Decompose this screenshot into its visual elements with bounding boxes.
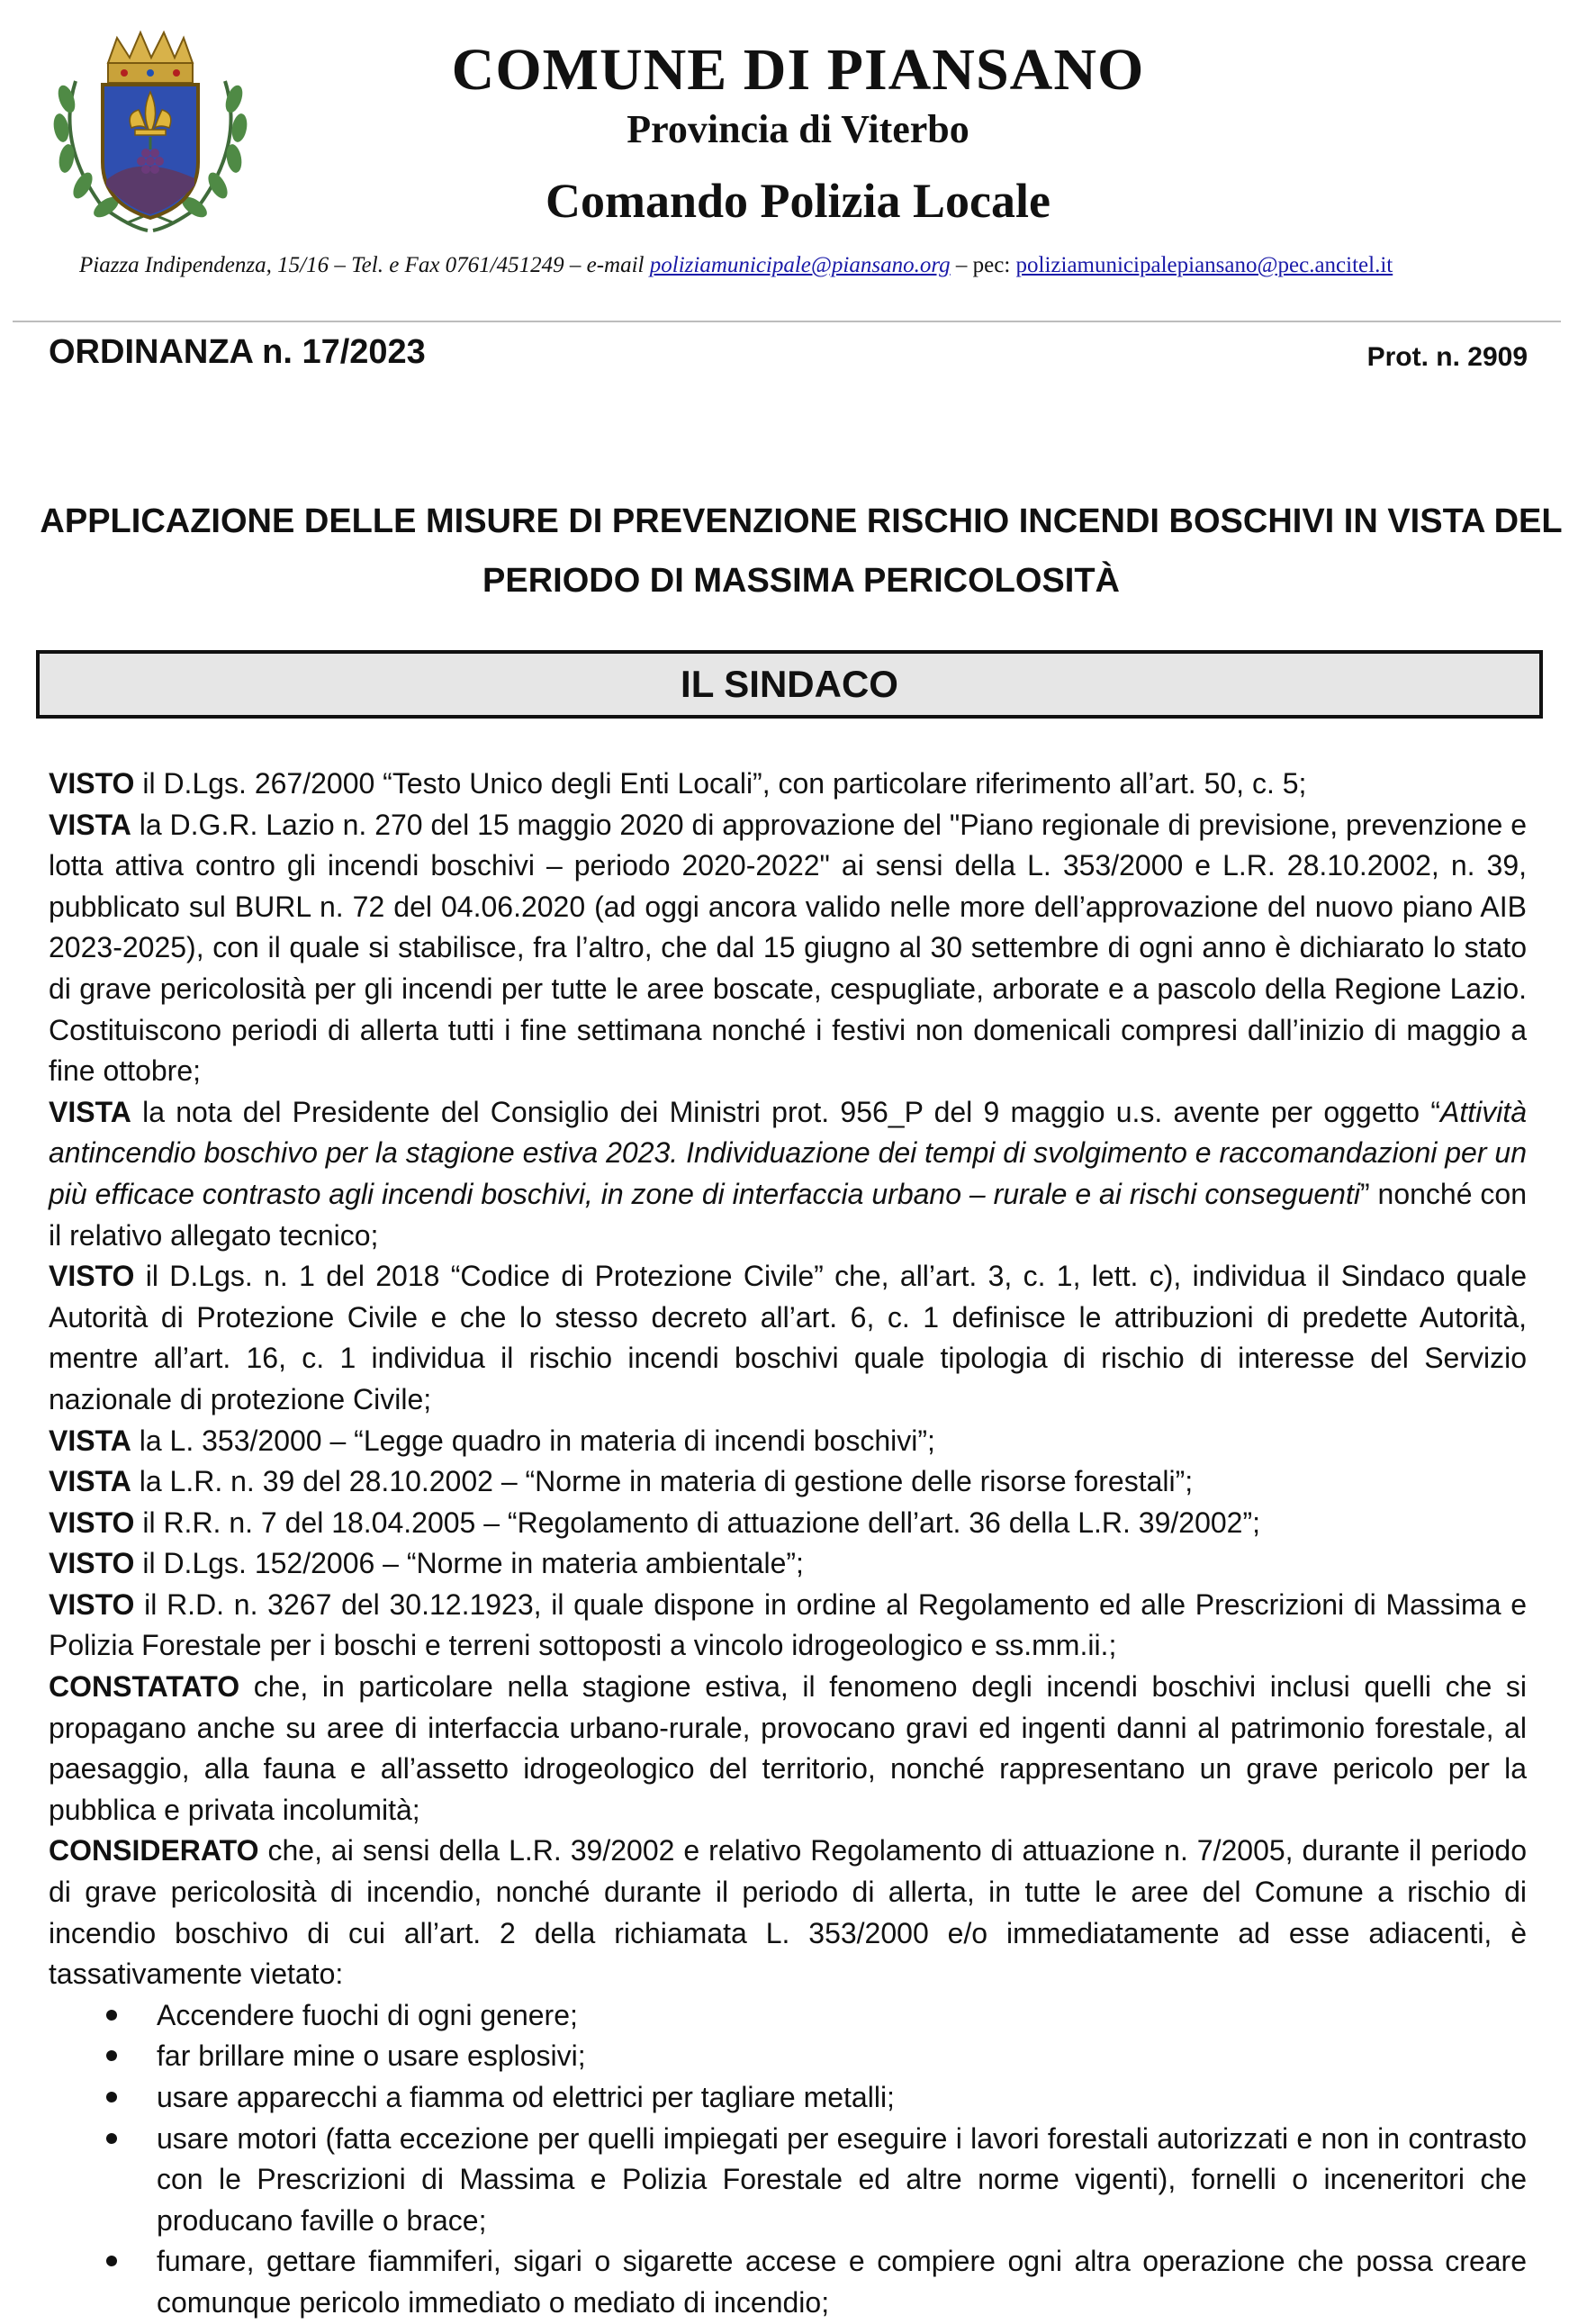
recital-text: il D.Lgs. 152/2006 – “Norme in materia ambientale”;: [134, 1547, 804, 1580]
department-title: Comando Polizia Locale: [546, 174, 1050, 228]
list-item: [49, 2119, 1527, 2242]
recital-text: il R.D. n. 3267 del 30.12.1923, il quale dispone in ordine al Regolamento ed alle Prescrizioni di Massima e Polizia Forestale per i boschi e terreni sottoposti a vincolo idrogeologico e ss.mm.ii.;: [49, 1587, 1527, 1662]
recital-text: la L.R. n. 39 del 28.10.2002 – “Norme in materia di gestione delle risorse forestali”;: [131, 1465, 1194, 1498]
bullet-icon: [106, 2010, 117, 2021]
recital-paragraph: [49, 1461, 1527, 1503]
issuer-heading: [36, 650, 1543, 719]
province-title: Provincia di Viterbo: [627, 107, 969, 151]
municipality-title: COMUNE DI PIANSANO: [451, 37, 1145, 103]
email-link[interactable]: poliziamunicipale@piansano.org: [649, 253, 951, 277]
bullet-icon: [106, 2092, 117, 2102]
ordinance-subject: [36, 492, 1566, 610]
recital-keyword: VISTO: [49, 1506, 135, 1539]
pec-link[interactable]: poliziamunicipalepiansano@pec.ancitel.it: [1015, 253, 1393, 277]
bullet-icon: [106, 2050, 117, 2061]
recital-paragraph: [49, 1256, 1527, 1420]
pec-label: – pec:: [955, 253, 1011, 277]
issuer-label: IL SINDACO: [681, 663, 898, 705]
recital-text: il R.R. n. 7 del 18.04.2005 – “Regolamento di attuazione dell’art. 36 della L.R. 39/2002”;: [134, 1506, 1260, 1539]
list-item: [49, 1995, 1527, 2037]
list-item-text: usare motori (fatta eccezione per quelli impiegati per eseguire i lavori forestali autorizzati e non in contrasto con le Prescrizioni di Massima e Polizia Forestale ed altre norme vigenti), fornelli o inceneritori che producano faville o brace;: [157, 2121, 1527, 2237]
recital-keyword: VISTO: [49, 1547, 135, 1580]
recital-text: la L. 353/2000 – “Legge quadro in materia di incendi boschivi”;: [131, 1424, 935, 1457]
bullet-icon: [106, 2256, 117, 2266]
recital-paragraph: [49, 764, 1527, 805]
recital-paragraph: [49, 1503, 1527, 1544]
recital-paragraph: [49, 1543, 1527, 1585]
ordinance-body: [49, 764, 1527, 2324]
recital-keyword: VISTA: [49, 808, 131, 841]
prohibitions-list: [49, 1995, 1527, 2324]
recital-keyword: CONSTATATO: [49, 1670, 240, 1704]
recital-text: il D.Lgs. n. 1 del 2018 “Codice di Protezione Civile” che, all’art. 3, c. 1, lett. c), individua il Sindaco quale Autorità di Protezione Civile e che lo stesso decreto all’art. 6, c. 1 definisce le attribuzioni di predette Autorità, mentre all’art. 16, c. 1 individua il rischio incendi boschivi quale tipologia di rischio di interesse del Servizio nazionale di protezione Civile;: [49, 1260, 1527, 1415]
recital-keyword: VISTA: [49, 1095, 131, 1128]
list-item: [49, 2241, 1527, 2323]
header-divider: [13, 321, 1561, 322]
recital-italic-text: Attività antincendio boschivo per la stagione estiva 2023. Individuazione dei tempi di svolgimento e raccomandazioni per un più efficace contrasto agli incendi boschivi, in zone di interfaccia urbano – rurale e ai rischi conseguenti: [49, 1095, 1527, 1210]
recital-paragraph: [49, 1831, 1527, 1994]
recital-paragraph: [49, 1585, 1527, 1667]
recital-paragraph: [49, 805, 1527, 1092]
recital-keyword: VISTA: [49, 1465, 131, 1498]
contact-line: [79, 253, 1564, 278]
recital-paragraph: [49, 1667, 1527, 1831]
recital-text: che, in particolare nella stagione estiva, il fenomeno degli incendi boschivi inclusi quelli che si propagano anche su aree di interfaccia urbano-rurale, provocano gravi ed ingenti danni al patrimonio forestale, al paesaggio, alla fauna e all’assetto idrogeologico del territorio, nonché rappresentano un grave pericolo per la pubblica e privata incolumità;: [49, 1670, 1527, 1826]
recital-paragraph: [49, 1421, 1527, 1462]
list-item-text: usare apparecchi a fiamma od elettrici per tagliare metalli;: [157, 2081, 895, 2113]
recital-keyword: CONSIDERATO: [49, 1834, 259, 1867]
list-item-text: fumare, gettare fiammiferi, sigari o sigarette accese e compiere ogni altra operazione che possa creare comunque pericolo immediato o mediato di incendio;: [157, 2245, 1527, 2319]
list-item-text: Accendere fuochi di ogni genere;: [157, 1998, 578, 2031]
list-item: [49, 2077, 1527, 2119]
recital-text: la D.G.R. Lazio n. 270 del 15 maggio 2020 di approvazione del "Piano regionale di previsione, prevenzione e lotta attiva contro gli incendi boschivi – periodo 2020-2022" ai sensi della L. 353/2000 e L.R. 28.10.2002, n. 39, pubblicato sul BURL n. 72 del 04.06.2020 (ad oggi ancora valido nelle more dell’approvazione del nuovo piano AIB 2023-2025), con il quale si stabilisce, fra l’altro, che dal 15 giugno al 30 settembre di ogni anno è dichiarato lo stato di grave pericolosità per gli incendi per tutte le aree boscate, cespugliate, arborate e a pascolo della Regione Lazio. Costituiscono periodi di allerta tutti i fine settimana nonché i festivi non domenicali compresi dall’inizio di maggio a fine ottobre;: [49, 808, 1527, 1088]
recital-text: il D.Lgs. 267/2000 “Testo Unico degli Enti Locali”, con particolare riferimento all’art. 50, c. 5;: [134, 767, 1307, 800]
recital-paragraph: [49, 1092, 1527, 1256]
bullet-icon: [106, 2133, 117, 2144]
recital-text: la nota del Presidente del Consiglio dei Ministri prot. 956_P del 9 maggio u.s. avente per oggetto “: [131, 1095, 1440, 1128]
list-item: [49, 2036, 1527, 2077]
recital-keyword: VISTO: [49, 1587, 135, 1621]
subject-line: PERIODO DI MASSIMA PERICOLOSITÀ: [482, 562, 1120, 600]
recital-text: che, ai sensi della L.R. 39/2002 e relativo Regolamento di attuazione n. 7/2005, durante il periodo di grave pericolosità di incendio, nonché durante il periodo di allerta, in tutte le aree del Comune a rischio di incendio boschivo di cui all’art. 2 della richiamata L. 353/2000 e/o immediatamente ad esse adiacenti, è tassativamente vietato:: [49, 1834, 1527, 1991]
recital-text: ” nonché con il relativo allegato tecnico;: [49, 1177, 1528, 1252]
recital-keyword: VISTO: [49, 767, 135, 800]
protocol-number: Prot. n. 2909: [1366, 342, 1528, 372]
recital-keyword: VISTA: [49, 1424, 131, 1457]
ordinance-number: ORDINANZA n. 17/2023: [49, 333, 426, 371]
list-item-text: far brillare mine o usare esplosivi;: [157, 2039, 586, 2073]
subject-line: APPLICAZIONE DELLE MISURE DI PREVENZIONE RISCHIO INCENDI BOSCHIVI IN VISTA DEL: [40, 502, 1563, 540]
recital-keyword: VISTO: [49, 1260, 135, 1293]
address-text: Piazza Indipendenza, 15/16 – Tel. e Fax 0761/451249 – e-mail: [79, 253, 645, 277]
